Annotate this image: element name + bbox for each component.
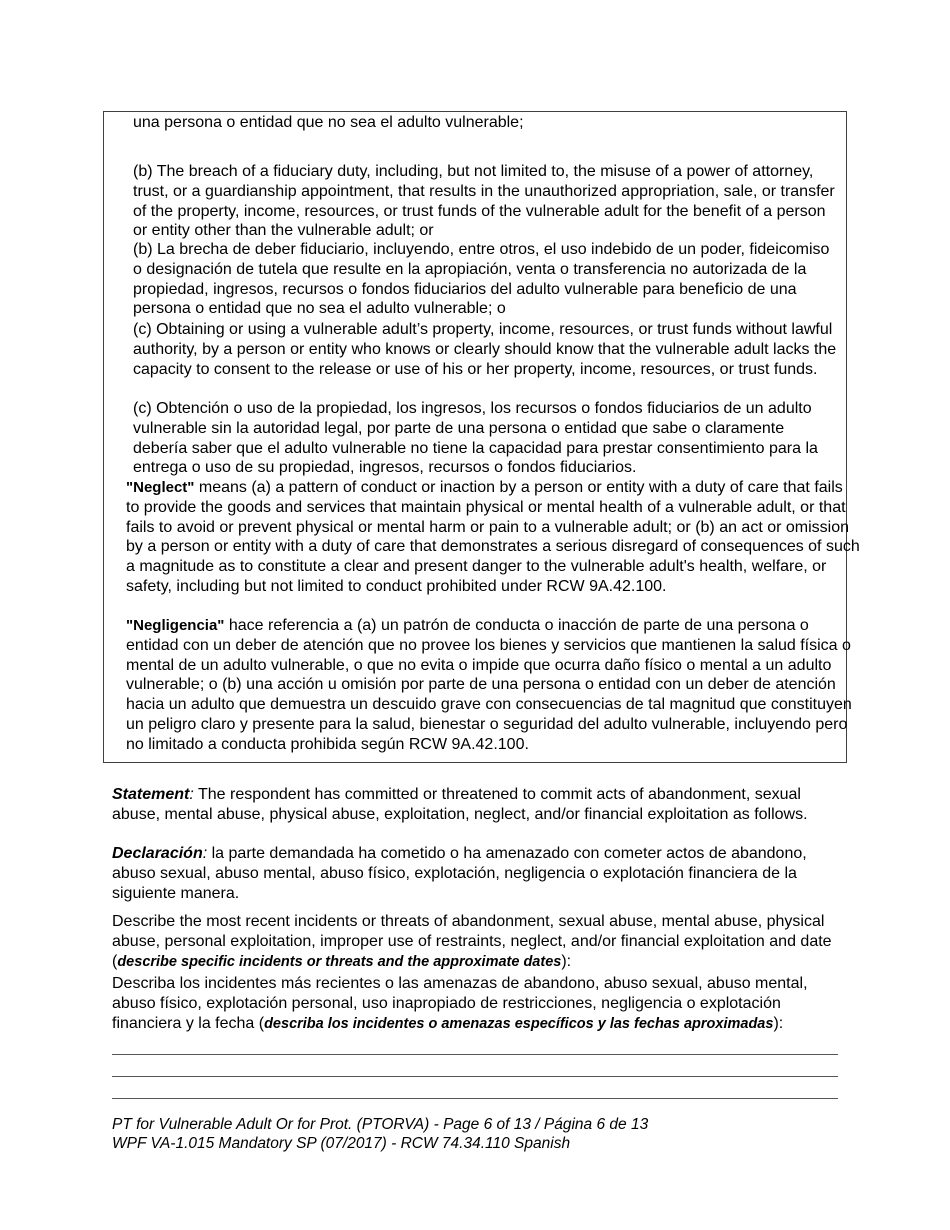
- definition-b-en: (b) The breach of a fiduciary duty, including, but not limited to, the misuse of a power of attorney, trust, or a guardianship appointment, that results in the unauthorized appropriation, sale, or transfer of the property, income, resources, or trust funds of the vulnerable adult for the benefit of a person or entity other than the vulnerable adult; or: [133, 163, 835, 240]
- definition-c-es: (c) Obtención o uso de la propiedad, los ingresos, los recursos o fondos fiduciarios de un adulto vulnerable sin la autoridad legal, por parte de una persona o entidad que sabe o claramente debería saber que el adulto vulnerable no tiene la capacidad para prestar consentimiento para la entrega o uso de su propiedad, ingresos, recursos o fondos fiduciarios.: [133, 400, 818, 477]
- neglect-text: means (a) a pattern of conduct or inaction by a person or entity with a duty of care that fails to provide the goods and services that maintain physical or mental health of a vulnerable adult, or that fails to avoid or prevent physical or mental harm or pain to a vulnerable adult; or (b) an act or omission by a person or entity with a duty of care that demonstrates a serious disregard of consequences of such a magnitude as to constitute a clear and present danger to the vulnerable adult's health, welfare, or safety, including but not limited to conduct prohibited under RCW 9A.42.100.: [126, 479, 860, 595]
- describe-emphasis-en: describe specific incidents or threats and the approximate dates: [117, 953, 562, 970]
- describe-en: [112, 912, 842, 972]
- page-footer: [112, 1115, 648, 1153]
- negligencia-term: "Negligencia": [126, 617, 225, 634]
- footer-line-2: WPF VA-1.015 Mandatory SP (07/2017) - RCW 74.34.110 Spanish: [112, 1135, 571, 1152]
- answer-line-1[interactable]: [112, 1054, 838, 1055]
- statement-text-es: la parte demandada ha cometido o ha amenazado con cometer actos de abandono, abuso sexual, abuso mental, abuso físico, explotación, negligencia o explotación financiera de la siguiente manera.: [112, 845, 807, 902]
- negligencia-text: hace referencia a (a) un patrón de conducta o inacción de parte de una persona o entidad con un deber de atención que no provee los bienes y servicios que mantienen la salud física o mental de un adulto vulnerable, o que no evita o impide que ocurra daño físico o mental a un adulto vulnerable; o (b) una acción u omisión por parte de una persona o entidad con un deber de atención hacia un adulto que demuestra un descuido grave con consecuencias de tal magnitud que constituyen un peligro claro y presente para la salud, bienestar o seguridad del adulto vulnerable, incluyendo pero no limitado a conducta prohibida según RCW 9A.42.100.: [126, 617, 852, 753]
- statement-colon-es: :: [202, 845, 208, 862]
- answer-line-2[interactable]: [112, 1076, 838, 1077]
- describe-text-en: Describe the most recent incidents or threats of abandonment, sexual abuse, mental abuse, physical abuse, personal exploitation, improper use of restraints, neglect, and/or financial exploitation and date (: [112, 913, 832, 970]
- describe-close-en: ):: [561, 952, 572, 970]
- statement-colon-en: :: [189, 786, 194, 803]
- footer-line-1: PT for Vulnerable Adult Or for Prot. (PTORVA) - Page 6 of 13 / Página 6 de 13: [112, 1116, 649, 1133]
- answer-line-3[interactable]: [112, 1098, 838, 1099]
- statement-text-en: The respondent has committed or threatened to commit acts of abandonment, sexual abuse, mental abuse, physical abuse, exploitation, neglect, and/or financial exploitation as follows.: [112, 786, 808, 823]
- definition-a-continuation-es: una persona o entidad que no sea el adulto vulnerable;: [133, 114, 524, 131]
- statement-label-es: Declaración: [112, 845, 203, 862]
- describe-es: [112, 974, 842, 1034]
- definition-c-en: (c) Obtaining or using a vulnerable adult’s property, income, resources, or trust funds without lawful authority, by a person or entity who knows or clearly should know that the vulnerable adult lacks the capacity to consent to the release or use of his or her property, income, resources, or trust funds.: [133, 321, 837, 378]
- definition-neglect: [112, 478, 860, 597]
- describe-text-es: Describa los incidentes más recientes o las amenazas de abandono, abuso sexual, abuso mental, abuso físico, explotación personal, uso inapropiado de restricciones, negligencia o explotación financiera y la fecha (: [112, 975, 808, 1032]
- describe-emphasis-es: describa los incidentes o amenazas específicos y las fechas aproximadas: [264, 1015, 774, 1032]
- statement-label-en: Statement: [112, 786, 190, 803]
- describe-close-es: ):: [773, 1014, 784, 1032]
- statement-en: [112, 785, 842, 825]
- definition-b-es: (b) La brecha de deber fiduciario, incluyendo, entre otros, el uso indebido de un poder, fideicomiso o designación de tutela que resulte en la apropiación, venta o transferencia no autorizada de la propiedad, ingresos, recursos o fondos fiduciarios del adulto vulnerable para beneficio de una persona o entidad que no sea el adulto vulnerable; o: [133, 241, 830, 318]
- statement-es: [112, 844, 842, 903]
- neglect-term: "Neglect": [126, 479, 195, 496]
- definition-negligencia: [112, 616, 860, 755]
